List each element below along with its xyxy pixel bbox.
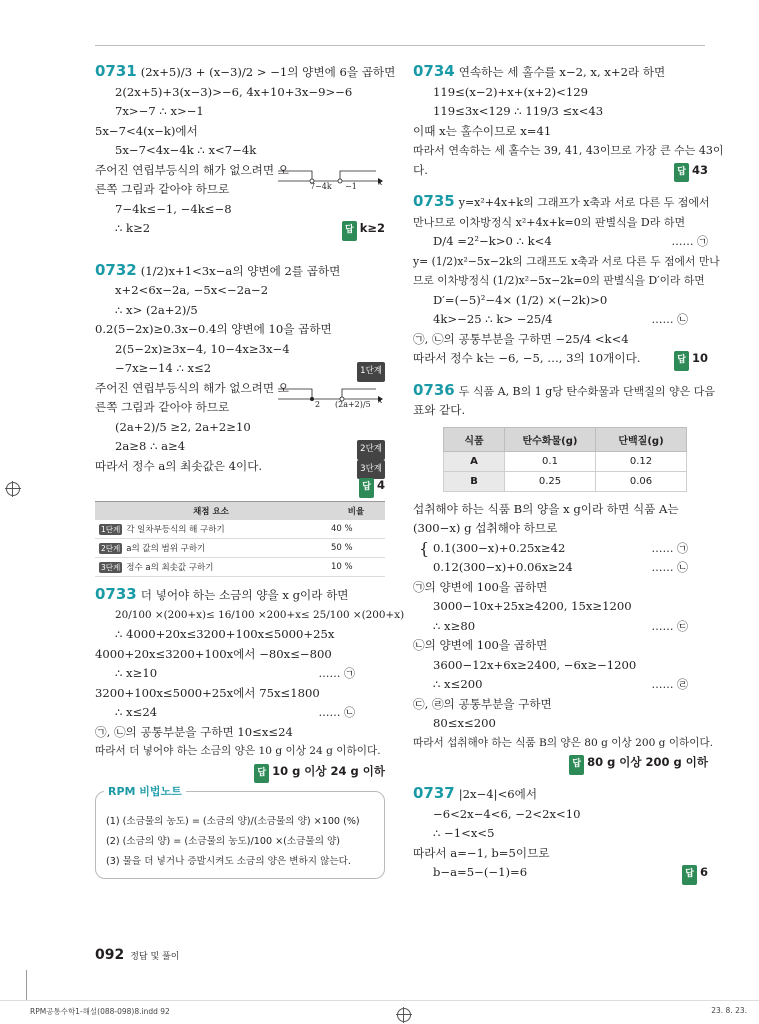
line: ㉠, ㉡의 공통부분을 구하면 −25/4 <k<4 [413, 331, 629, 346]
answer-badge: 답 [674, 351, 689, 371]
line: 따라서 더 넣어야 하는 소금의 양은 10 g 이상 24 g 이하이다. [95, 745, 381, 757]
answer-badge: 답 [359, 478, 374, 498]
food-header: 식품 [444, 427, 505, 451]
line: 7x>−7 ∴ x>−1 [115, 104, 204, 118]
food-table [443, 427, 687, 492]
answer [254, 762, 385, 784]
line: 른쪽 그림과 같아야 하므로 [95, 182, 230, 196]
problem-number: 0731 [95, 62, 137, 80]
problem-0731 [95, 62, 396, 239]
line: 른쪽 그림과 같아야 하므로 [95, 400, 230, 414]
answer-value: 4 [376, 478, 385, 492]
line: ㉢, ㉣의 공통부분을 구하면 [413, 696, 552, 711]
line: 더 넣어야 하는 소금의 양을 x g이라 하면 [140, 588, 349, 602]
problem-0733 [95, 585, 405, 879]
line: 7−4k≤−1, −4k≤−8 [115, 201, 232, 216]
line: 5x−7<4(x−k)에서 [95, 123, 198, 138]
answer-value: 10 g 이상 24 g 이하 [272, 763, 385, 778]
line: y=x²+4x+k의 그래프가 x축과 서로 다른 두 점에서 [458, 196, 710, 209]
line: 3200+100x≤5000+25x에서 75x≤1800 [95, 685, 320, 700]
line: 연속하는 세 홀수를 x−2, x, x+2라 하면 [458, 65, 666, 79]
answer-badge: 답 [569, 755, 584, 775]
problem-number: 0734 [413, 62, 455, 80]
score-header: 비율 [327, 502, 385, 521]
crop-mark [26, 970, 27, 1000]
line: 주어진 연립부등식의 해가 없으려면 오 [95, 380, 289, 395]
score-table [95, 501, 385, 577]
nl-label: −1 [345, 182, 357, 191]
slug-date: 23. 8. 23. [711, 1006, 747, 1015]
line: 0.12(300−x)+0.06x≥24 [433, 560, 573, 574]
line: ∴ x≤200 [433, 677, 483, 691]
line: D′=(−5)²−4× (1/2) ×(−2k)>0 [433, 292, 608, 307]
answer-value: k≥2 [359, 221, 385, 235]
line: 5x−7<4x−4k ∴ x<7−4k [115, 143, 257, 157]
nl-label: (2a+2)/5 [335, 400, 371, 409]
line: 0.2(5−2x)≥0.3x−0.4의 양변에 10을 곱하면 [95, 322, 332, 336]
line: −7x≥−14 ∴ x≤2 [115, 361, 212, 375]
answer-badge: 답 [342, 221, 357, 241]
line: x+2<6x−2a, −5x<−2a−2 [115, 283, 269, 297]
registration-mark-icon [6, 482, 20, 496]
equation-mark: …… ㉢ [651, 619, 688, 633]
line: 주어진 연립부등식의 해가 없으려면 오 [95, 162, 289, 177]
line: 3000−10x+25x≥4200, 15x≥1200 [433, 599, 632, 613]
note-title: RPM 비법노트 [104, 783, 186, 799]
line: 2(5−2x)≥3x−4, 10−4x≥3x−4 [115, 341, 290, 356]
nl-label: x [378, 396, 383, 405]
line: 다. [413, 162, 428, 177]
score-header: 채점 요소 [95, 502, 327, 521]
table-row: 2단계 a의 값의 범위 구하기 50 % [95, 539, 385, 558]
equation-mark: …… ㉣ [651, 678, 688, 691]
line: 80≤x≤200 [433, 716, 496, 730]
line: D/4 =2²−k>0 ∴ k<4 [433, 234, 552, 248]
line: 표와 같다. [413, 403, 466, 417]
line: ∴ −1<x<5 [433, 826, 495, 840]
problem-number: 0732 [95, 260, 137, 279]
line: ∴ x≤24 [115, 705, 158, 719]
equation-mark: …… ㉡ [318, 706, 355, 719]
line: 따라서 a=−1, b=5이므로 [413, 845, 550, 860]
registration-mark-icon [397, 1008, 411, 1022]
answer [674, 161, 708, 183]
nl-label: 7−4k [310, 182, 332, 191]
line: 2(2x+5)+3(x−3)>−6, 4x+10+3x−9>−6 [115, 84, 353, 99]
slug-file: RPM공통수학1-해설(088-098)8.indd 92 [30, 1007, 170, 1016]
food-header: 단백질(g) [596, 427, 687, 451]
answer-value: 43 [691, 162, 708, 177]
problem-0737 [413, 784, 708, 883]
line: 3600−12x+6x≥2400, −6x≥−1200 [433, 657, 637, 672]
problem-number: 0736 [413, 380, 455, 399]
bottom-rule [0, 1000, 759, 1001]
line: (300−x) g 섭취해야 하므로 [413, 521, 558, 535]
line: 4k>−25 ∴ k> −25/4 [433, 312, 553, 326]
right-column [413, 62, 724, 883]
line: 섭취해야 하는 식품 B의 양을 x g이라 하면 식품 A는 [413, 501, 679, 516]
line: ∴ 4000+20x≤3200+100x≤5000+25x [115, 627, 335, 641]
answer [674, 349, 708, 371]
line: 20/100 ×(200+x)≤ 16/100 ×200+x≤ 25/100 ×(200+x) [115, 608, 405, 621]
answer [359, 476, 385, 498]
line: 119≤3x<129 ∴ 119/3 ≤x<43 [433, 104, 604, 118]
line: 므로 이차방정식 (1/2)x²−5x−2k=0의 판별식을 D′이라 하면 [413, 274, 705, 287]
answer [569, 753, 708, 775]
answer-badge: 답 [254, 764, 269, 784]
equation-mark: …… ㉡ [651, 561, 688, 574]
line: ∴ k≥2 [115, 221, 151, 235]
line: 만나므로 이차방정식 x²+4x+k=0의 판별식을 D라 하면 [413, 215, 686, 229]
line: 따라서 연속하는 세 홀수는 39, 41, 43이므로 가장 큰 수는 43이 [413, 144, 724, 157]
line: 따라서 정수 k는 −6, −5, …, 3의 10개이다. [413, 351, 641, 365]
note-line: (2) (소금의 양) = (소금물의 농도)/100 ×(소금물의 양) [106, 835, 341, 847]
answer-value: 6 [699, 865, 708, 879]
line: 따라서 섭취해야 하는 식품 B의 양은 80 g 이상 200 g 이하이다. [413, 736, 714, 749]
note-line: (3) 물을 더 넣거나 증발시켜도 소금의 양은 변하지 않는다. [106, 855, 351, 867]
note-line: (1) (소금물의 농도) = (소금의 양)/(소금물의 양) ×100 (%) [106, 815, 360, 827]
equation-mark: …… ㉠ [651, 541, 688, 555]
answer-value: 80 g 이상 200 g 이하 [587, 755, 708, 769]
problem-0734 [413, 62, 724, 180]
answer-badge: 답 [682, 865, 697, 885]
line: ∴ x≥80 [433, 618, 476, 633]
problem-number: 0735 [413, 192, 455, 210]
line: 이때 x는 홀수이므로 x=41 [413, 123, 552, 138]
table-row: 3단계 정수 a의 최솟값 구하기 10 % [95, 558, 385, 577]
page-footer [95, 944, 179, 963]
line: (1/2)x+1<3x−a의 양변에 2를 곱하면 [140, 263, 341, 278]
line: 두 식품 A, B의 1 g당 탄수화물과 단백질의 양은 다음 [458, 384, 716, 398]
step-tag: 2단계 [357, 440, 385, 460]
table-row: 1단계 각 일차부등식의 해 구하기 40 % [95, 520, 385, 539]
nl-label: 2 [315, 400, 321, 409]
step-tag: 1단계 [357, 362, 385, 382]
line: 따라서 정수 a의 최솟값은 4이다. [95, 458, 263, 473]
line: (2x+5)/3 + (x−3)/2 > −1의 양변에 6을 곱하면 [140, 65, 396, 79]
line: ∴ x> (2a+2)/5 [115, 302, 198, 317]
line: 119≤(x−2)+x+(x+2)<129 [433, 84, 589, 99]
step-tag: 3단계 [357, 460, 385, 480]
food-header: 탄수화물(g) [505, 427, 596, 451]
line: ∴ x≥10 [115, 666, 158, 680]
line: (2a+2)/5 ≥2, 2a+2≥10 [115, 419, 251, 434]
line: 2a≥8 ∴ a≥4 [115, 439, 186, 453]
table-row: A 0.1 0.12 [444, 451, 687, 471]
equation-mark: …… ㉠ [318, 667, 355, 680]
line: ㉡의 양변에 100을 곱하면 [413, 638, 548, 652]
page-number: 092 [95, 947, 125, 963]
line: b−a=5−(−1)=6 [433, 865, 528, 879]
problem-0735 [413, 192, 720, 369]
problem-number: 0733 [95, 585, 137, 603]
line: ㉠의 양변에 100을 곱하면 [413, 579, 548, 594]
line: ㉠, ㉡의 공통부분을 구하면 10≤x≤24 [95, 724, 293, 739]
table-row: B 0.25 0.06 [444, 471, 687, 491]
answer-value: 10 [691, 351, 708, 365]
footer-label: 정답 및 풀이 [130, 952, 180, 962]
problem-number: 0737 [413, 784, 455, 802]
equation-mark: …… ㉡ [651, 313, 688, 326]
top-rule [95, 45, 705, 46]
problem-0736: 0736 두 식품 A, B의 1 g당 탄수화물과 단백질의 양은 다음 표와 같다. 식품 탄수화물(g) 단백질(g) A 0.1 0.12 B 0.25 0.06 섭취해야 하는 식품 B의 양을 x g이라 하면 식품 A는 (300−x) g 섭취해야 하므로 { 0.1(300−x)+0.25x≥42 …… ㉠ 0.12(300−x)+0.06x≥24 …… ㉡ ㉠의 양변에 100을 곱하면 3000−10x+25x≥4200, 15x≥1200 ∴ x≥80 …… ㉢ ㉡의 양변에 100을 곱하면 3600−12x+6x≥2400, −6x≥−1200 ∴ x≤200 …… ㉣ ㉢, ㉣의 공통부분을 구하면 80≤x≤200 따라서 섭취해야 하는 식품 B의 양은 80 g 이상 200 g 이하이다. 답 80 g 이상 200 g 이하 [413, 381, 708, 773]
line: 4000+20x≤3200+100x에서 −80x≤−800 [95, 646, 332, 661]
answer-badge: 답 [674, 163, 689, 183]
left-column [95, 62, 405, 879]
answer [682, 863, 708, 885]
equation-mark: …… ㉠ [671, 235, 708, 248]
nl-label: x [378, 178, 383, 187]
line: |2x−4|<6에서 [458, 787, 538, 801]
problem-0732 [95, 261, 385, 578]
line: y= (1/2)x²−5x−2k의 그래프도 x축과 서로 다른 두 점에서 만나 [413, 254, 720, 268]
rpm-note-box [95, 784, 385, 879]
line: −6<2x−4<6, −2<2x<10 [433, 806, 581, 821]
line: 0.1(300−x)+0.25x≥42 [433, 540, 566, 555]
answer [342, 219, 385, 241]
